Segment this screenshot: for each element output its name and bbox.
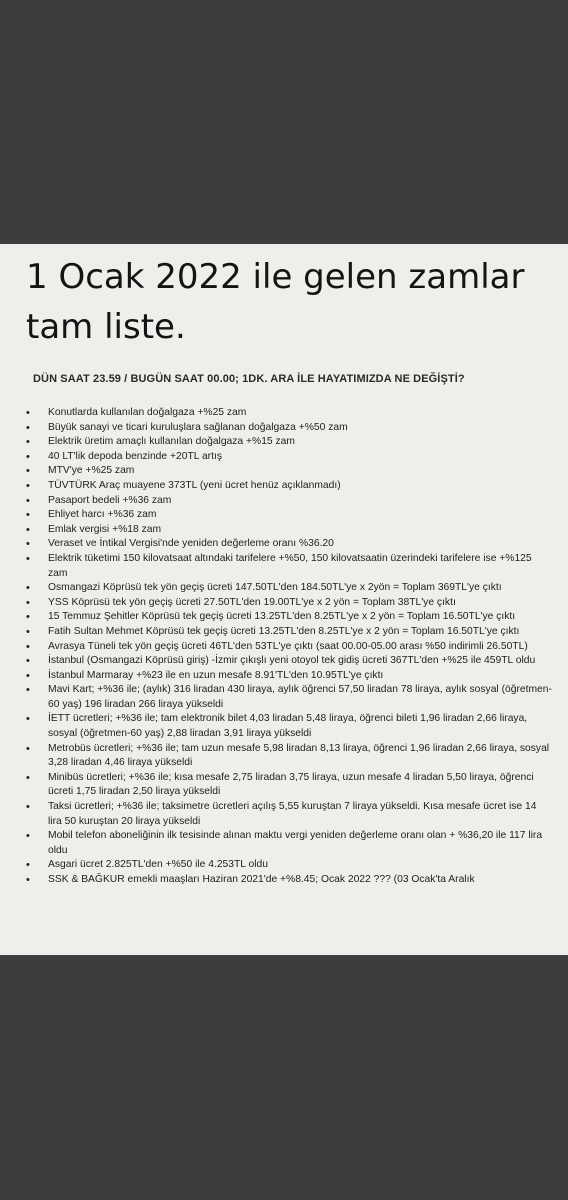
bullet-icon: • — [26, 465, 30, 478]
bullet-icon: • — [26, 509, 30, 522]
list-item — [22, 858, 552, 873]
list-item — [22, 800, 552, 829]
list-item — [22, 771, 552, 800]
document-image — [0, 244, 568, 955]
list-item — [22, 464, 552, 479]
document-subheading: DÜN SAAT 23.59 / BUGÜN SAAT 00.00; 1DK. ARA İLE HAYATIMIZDA NE DEĞİŞTİ? — [33, 373, 465, 385]
list-item-text: İETT ücretleri; +%36 ile; tam elektronik bilet 4,03 liradan 5,48 liraya, öğrenci bileti 1,96 liradan 2,66 liraya, sosyal (öğretmen-60 yaş) 2,88 liradan 3,91 liraya yükseldi — [48, 713, 528, 740]
list-item — [22, 494, 552, 509]
list-item-text: 40 LT'lik depoda benzinde +20TL artış — [48, 450, 222, 462]
list-item — [22, 581, 552, 596]
bullet-icon: • — [26, 859, 30, 872]
list-item-text: Elektrik üretim amaçlı kullanılan doğalgaza +%15 zam — [48, 436, 295, 448]
list-item — [22, 406, 552, 421]
bullet-icon: • — [26, 771, 30, 784]
list-item — [22, 450, 552, 465]
list-item-text: SSK & BAĞKUR emekli maaşları Haziran 2021'de +%8.45; Ocak 2022 ??? (03 Ocak'ta Aralık — [48, 874, 475, 885]
bullet-icon: • — [26, 801, 30, 814]
list-item-text: Pasaport bedeli +%36 zam — [48, 494, 172, 506]
list-item — [22, 742, 552, 771]
list-item-text: Avrasya Tüneli tek yön geçiş ücreti 46TL'den 53TL'ye çıktı (saat 00.00-05.00 arası %50 indirimli 26.50TL) — [48, 640, 528, 652]
list-item — [22, 596, 552, 611]
list-item-text: Veraset ve İntikal Vergisi'nde yeniden değerleme oranı %36.20 — [48, 538, 334, 550]
bullet-icon: • — [26, 611, 30, 624]
list-item — [22, 421, 552, 436]
bullet-icon: • — [26, 684, 30, 697]
list-item — [22, 683, 552, 712]
list-item-text: Taksi ücretleri; +%36 ile; taksimetre ücretleri açılış 5,55 kuruştan 7 liraya yükseldi. Kısa mesafe ücret ise 14 lira 50 kuruştan 20 liraya yükseldi — [48, 801, 537, 827]
bullet-icon: • — [26, 669, 30, 682]
list-item — [22, 654, 552, 669]
bullet-icon: • — [26, 450, 30, 463]
bullet-icon: • — [26, 625, 30, 638]
list-item-text: Metrobüs ücretleri; +%36 ile; tam uzun mesafe 5,98 liradan 8,13 liraya, öğrenci 1,96 liradan 2,66 liraya, sosyal 3,28 liradan 4,46 liraya yükseldi — [48, 742, 550, 769]
bullet-icon: • — [26, 479, 30, 492]
list-item-text: Osmangazi Köprüsü tek yön geçiş ücreti 147.50TL'den 184.50TL'ye x 2yön = Toplam 369TL'ye çıktı — [48, 582, 502, 594]
list-item — [22, 873, 552, 888]
bullet-icon: • — [26, 407, 30, 419]
list-item — [22, 625, 552, 640]
list-item — [22, 712, 552, 741]
list-item-text: 15 Temmuz Şehitler Köprüsü tek geçiş ücreti 13.25TL'den 8.25TL'ye x 2 yön = Toplam 16.50TL'ye çıktı — [48, 611, 516, 623]
bullet-icon: • — [26, 596, 30, 609]
list-item — [22, 508, 552, 523]
list-item-text: Büyük sanayi ve ticari kuruluşlara sağlanan doğalgaza +%50 zam — [48, 421, 348, 433]
list-item-text: İstanbul (Osmangazi Köprüsü giriş) -İzmir çıkışlı yeni otoyol tek gidiş ücreti 367TL'den +%25 ile 459TL oldu — [48, 655, 536, 667]
list-item-text: Elektrik tüketimi 150 kilovatsaat altındaki tarifelere +%50, 150 kilovatsaatin üzerindeki tarifelere ise +%125 zam — [48, 552, 532, 579]
bullet-icon: • — [26, 640, 30, 653]
list-item-text: TÜVTÜRK Araç muayene 373TL (yeni ücret henüz açıklanmadı) — [48, 479, 341, 491]
bullet-icon: • — [26, 421, 30, 434]
list-item — [22, 435, 552, 450]
bullet-icon: • — [26, 494, 30, 507]
bullet-icon: • — [26, 655, 30, 668]
price-increase-list — [22, 406, 552, 888]
list-item — [22, 537, 552, 552]
bullet-icon: • — [26, 523, 30, 536]
list-item-text: Ehliyet harcı +%36 zam — [48, 509, 157, 521]
bullet-icon: • — [26, 582, 30, 595]
bullet-icon: • — [26, 830, 30, 843]
list-item-text: Minibüs ücretleri; +%36 ile; kısa mesafe 2,75 liradan 3,75 liraya, uzun mesafe 4 liradan 5,50 liraya, öğrenci ücreti 1,75 liradan 2,50 liraya yükseldi — [48, 771, 534, 798]
list-item — [22, 640, 552, 655]
list-item — [22, 610, 552, 625]
list-item-text: Emlak vergisi +%18 zam — [48, 523, 162, 535]
list-item — [22, 669, 552, 684]
list-item — [22, 523, 552, 538]
list-item — [22, 479, 552, 494]
list-item-text: Asgari ücret 2.825TL'den +%50 ile 4.253TL oldu — [48, 859, 268, 871]
list-item-text: İstanbul Marmaray +%23 ile en uzun mesafe 8.91'TL'den 10.95TL'ye çıktı — [48, 669, 384, 681]
bullet-icon: • — [26, 713, 30, 726]
list-item-text: Mobil telefon aboneliğinin ilk tesisinde alınan maktu vergi yeniden değerleme oranı olan + %36,20 ile 117 lira oldu — [48, 830, 543, 856]
bullet-icon: • — [26, 742, 30, 755]
list-item-text: Mavi Kart; +%36 ile; (aylık) 316 liradan 430 liraya, aylık öğrenci 57,50 liradan 78 liraya, aylık sosyal (öğretmen-60 yaş) 196 liradan 266 liraya yükseldi — [48, 684, 552, 710]
list-item-text: MTV'ye +%25 zam — [48, 465, 135, 477]
bullet-icon: • — [26, 874, 30, 886]
list-item-text: Fatih Sultan Mehmet Köprüsü tek geçiş ücreti 13.25TL'den 8.25TL'ye x 2 yön = Toplam 16.50TL'ye çıktı — [48, 625, 520, 637]
bullet-icon: • — [26, 538, 30, 551]
bullet-icon: • — [26, 552, 30, 565]
list-item — [22, 829, 552, 858]
list-item-text: Konutlarda kullanılan doğalgaza +%25 zam — [48, 407, 247, 418]
list-item-text: YSS Köprüsü tek yön geçiş ücreti 27.50TL'den 19.00TL'ye x 2 yön = Toplam 38TL'ye çıktı — [48, 596, 456, 608]
list-item — [22, 552, 552, 581]
bullet-icon: • — [26, 436, 30, 449]
document-title: 1 Ocak 2022 ile gelen zamlar tam liste. — [26, 257, 525, 347]
